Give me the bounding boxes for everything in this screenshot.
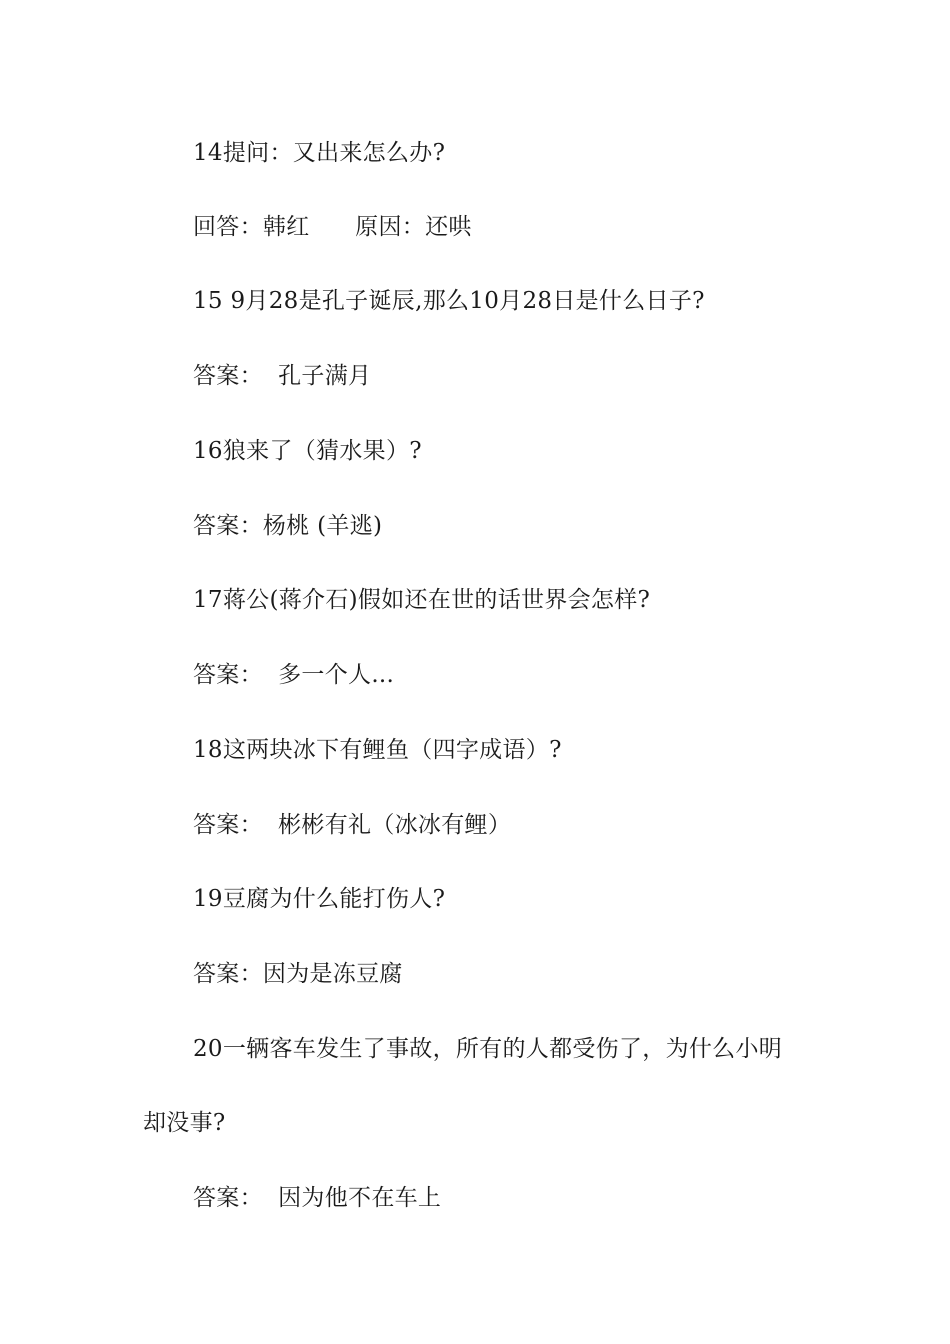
question-15: 15 9月28是孔子诞辰,那么10月28日是什么日子? xyxy=(193,288,705,314)
answer-14: 回答：韩红 原因：还哄 xyxy=(193,214,472,240)
question-17: 17蒋公(蒋介石)假如还在世的话世界会怎样? xyxy=(193,587,651,613)
answer-16: 答案：杨桃 (羊逃) xyxy=(193,513,383,539)
question-16: 16狼来了（猜水果）? xyxy=(193,438,422,464)
answer-19: 答案：因为是冻豆腐 xyxy=(193,961,403,987)
answer-18: 答案： 彬彬有礼（冰冰有鲤） xyxy=(193,812,512,838)
question-14: 14提问：又出来怎么办? xyxy=(193,140,446,166)
question-20-continued: 却没事? xyxy=(143,1110,226,1136)
question-20: 20一辆客车发生了事故，所有的人都受伤了，为什么小明 xyxy=(193,1036,783,1062)
answer-17: 答案： 多一个人... xyxy=(193,662,395,688)
answer-20: 答案： 因为他不在车上 xyxy=(193,1185,442,1211)
question-18: 18这两块冰下有鲤鱼（四字成语）? xyxy=(193,737,562,763)
question-19: 19豆腐为什么能打伤人? xyxy=(193,886,446,912)
answer-15: 答案： 孔子满月 xyxy=(193,363,372,389)
